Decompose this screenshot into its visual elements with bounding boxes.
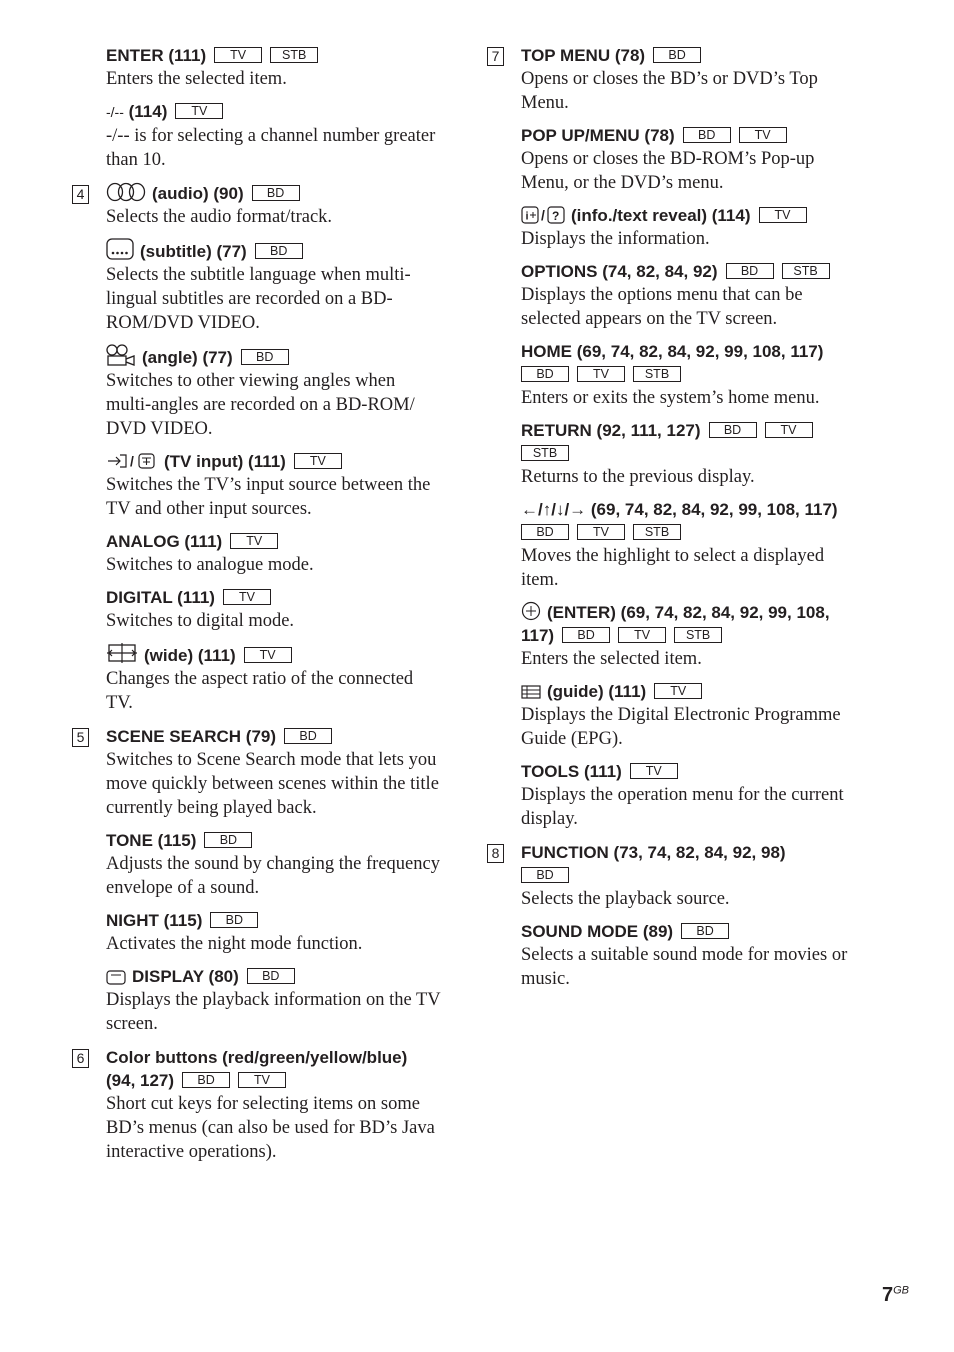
bd-badge: BD	[241, 349, 289, 365]
entry-description: Selects the playback source.	[521, 889, 730, 909]
entry-heading	[106, 344, 442, 369]
entry-heading	[521, 680, 859, 703]
entry-title: DIGITAL (111)	[106, 588, 215, 607]
entry-return-92-111-127	[521, 419, 859, 489]
bd-badge: BD	[681, 923, 729, 939]
tv-badge: TV	[230, 533, 278, 549]
entry-69-74-82-84-92-99-108-117	[521, 498, 859, 592]
section-number-box: 8	[487, 844, 504, 863]
entry-title: (ENTER) (69, 74, 82, 84, 92, 99, 108,	[547, 603, 830, 622]
entry-angle-77	[106, 344, 442, 441]
entry-color-buttons	[106, 1046, 442, 1164]
entry-description: Switches to other viewing angles when multi-angles are recorded on a BD-ROM/ DVD VIDEO.	[106, 371, 415, 439]
entry-wide-111	[106, 642, 442, 715]
entry-114	[106, 100, 442, 172]
entry-heading	[106, 642, 442, 667]
enter-icon	[521, 601, 541, 621]
entry-title: Color buttons (red/green/yellow/blue)	[106, 1048, 408, 1067]
entry-title: (angle) (77)	[142, 348, 233, 367]
tv-badge: TV	[654, 683, 702, 699]
tv-input-icon	[106, 452, 158, 470]
entry-description: Returns to the previous display.	[521, 467, 755, 487]
page-number: $7^{GB}$	[881, 1284, 909, 1306]
entry-description: Selects the audio format/track.	[106, 207, 333, 227]
svg-text:?: ?	[552, 209, 560, 223]
bd-badge: BD	[204, 832, 252, 848]
tv-badge: TV	[214, 47, 262, 63]
info-icon	[521, 206, 565, 224]
entry-heading	[521, 419, 859, 465]
entry-title: TOP MENU (78)	[521, 46, 646, 65]
entry-title: POP UP/MENU (78)	[521, 126, 675, 145]
entry-title: SCENE SEARCH (79)	[106, 727, 277, 746]
stb-badge: STB	[782, 263, 830, 279]
entry-description: Opens or closes the BD-ROM’s Pop-up Menu, or the DVD’s menu.	[521, 149, 815, 193]
entry-description: Enters the selected item.	[521, 649, 702, 669]
entry-home-69-74-82-84-92-99-108-117	[521, 340, 859, 410]
entry-heading	[106, 1046, 442, 1092]
svg-text:/: /	[130, 453, 134, 469]
bd-badge: BD	[210, 912, 258, 928]
entry-title: SOUND MODE (89)	[521, 922, 674, 941]
entry-top-menu-78	[521, 44, 859, 115]
entry-enter-69-74-82-84-92-99-108	[521, 601, 859, 671]
entry-description: Switches the TV’s input source between the TV and other input sources.	[106, 475, 431, 519]
entry-enter-111	[106, 44, 442, 91]
audio-icon	[106, 182, 146, 202]
subtitle-icon	[106, 238, 134, 260]
section-4	[72, 182, 442, 715]
section-number-box: 5	[72, 728, 89, 747]
entry-title: OPTIONS (74, 82, 84, 92)	[521, 262, 718, 281]
entry-heading	[106, 182, 442, 205]
entry-tv-input-111	[106, 450, 442, 521]
section-number-box: 6	[72, 1049, 89, 1068]
entry-heading	[521, 760, 859, 783]
entry-description: Displays the playback information on the TV screen.	[106, 990, 441, 1034]
entry-info-text-reveal-114	[521, 204, 859, 251]
entry-heading	[106, 829, 442, 852]
section-7	[487, 44, 859, 831]
tv-badge: TV	[294, 453, 342, 469]
entry-options-74-82-84-92	[521, 260, 859, 331]
entry-description: Opens or closes the BD’s or DVD’s Top Menu.	[521, 69, 818, 113]
entry-heading	[106, 238, 442, 263]
stb-badge: STB	[521, 445, 569, 461]
entry-heading	[106, 725, 442, 748]
section-number-box: 7	[487, 47, 504, 66]
entry-sound-mode-89	[521, 920, 859, 991]
entry-guide-111	[521, 680, 859, 751]
stb-badge: STB	[633, 524, 681, 540]
entry-description: Selects the subtitle language when multi-lingual subtitles are recorded on a BD-ROM/DVD VIDEO.	[106, 265, 411, 333]
section-8	[487, 841, 859, 991]
entry-tools-111	[521, 760, 859, 831]
bd-badge: BD	[653, 47, 701, 63]
tv-badge: TV	[223, 589, 271, 605]
entry-heading	[521, 601, 859, 647]
entry-description: Displays the Digital Electronic Programme Guide (EPG).	[521, 705, 841, 749]
entry-heading	[521, 204, 859, 227]
entry-subtitle-77	[106, 238, 442, 335]
entry-heading	[106, 530, 442, 553]
entry-heading	[106, 100, 442, 124]
svg-text:i: i	[525, 210, 529, 223]
channel-prefix: -/--	[106, 104, 124, 120]
entry-title: HOME (69, 74, 82, 84, 92, 99, 108, 117)	[521, 342, 824, 361]
tv-badge: TV	[630, 763, 678, 779]
tv-badge: TV	[577, 366, 625, 382]
entry-description: Enters or exits the system’s home menu.	[521, 388, 820, 408]
entry-title-cont: 117)	[521, 626, 555, 645]
tv-badge: TV	[739, 127, 787, 143]
entry-description: Switches to analogue mode.	[106, 555, 314, 575]
entry-function-73-74-82-84-92-98	[521, 841, 859, 911]
entry-heading	[106, 44, 442, 67]
entry-title: RETURN (92, 111, 127)	[521, 421, 701, 440]
stb-badge: STB	[674, 627, 722, 643]
right-column	[487, 44, 859, 1001]
tv-badge: TV	[618, 627, 666, 643]
entry-title: (subtitle) (77)	[140, 242, 247, 261]
entry-description: Short cut keys for selecting items on some BD’s menus (can also be used for BD’s Java interactive operations).	[106, 1094, 435, 1162]
entry-heading	[106, 965, 442, 988]
entry-heading	[521, 340, 859, 386]
entry-description: Displays the operation menu for the current display.	[521, 785, 844, 829]
bd-badge: BD	[284, 728, 332, 744]
entry-description: Displays the options menu that can be selected appears on the TV screen.	[521, 285, 803, 329]
entry-audio-90	[106, 182, 442, 229]
tv-badge: TV	[765, 422, 813, 438]
entry-title: (info./text reveal) (114)	[571, 206, 751, 225]
entry-description: Changes the aspect ratio of the connected TV.	[106, 669, 414, 713]
entry-heading	[106, 586, 442, 609]
entry-display-80	[106, 965, 442, 1036]
bd-badge: BD	[255, 243, 303, 259]
entry-heading	[106, 450, 442, 473]
entry-digital-111	[106, 586, 442, 633]
entry-description: -/-- is for selecting a channel number greater than 10.	[106, 126, 436, 170]
entry-title: TONE (115)	[106, 831, 197, 850]
entry-heading	[521, 498, 859, 544]
entry-description: Adjusts the sound by changing the frequency envelope of a sound.	[106, 854, 440, 898]
entry-title: (wide) (111)	[144, 646, 236, 665]
entry-title: DISPLAY (80)	[132, 967, 239, 986]
tv-badge: TV	[759, 207, 807, 223]
section-3-continued	[72, 44, 442, 172]
entry-title: TOOLS (111)	[521, 762, 622, 781]
entry-title: ANALOG (111)	[106, 532, 223, 551]
tv-badge: TV	[238, 1072, 286, 1088]
section-number-box: 4	[72, 185, 89, 204]
entry-heading	[521, 841, 859, 887]
entry-title: (guide) (111)	[547, 682, 647, 701]
entry-description: Activates the night mode function.	[106, 934, 363, 954]
wide-icon	[106, 642, 138, 664]
entry-tone-115	[106, 829, 442, 900]
bd-badge: BD	[726, 263, 774, 279]
entry-description: Switches to Scene Search mode that lets you move quickly between scenes within the title currently being played back.	[106, 750, 439, 818]
entry-title: (TV input) (111)	[164, 452, 286, 471]
entry-heading	[521, 920, 859, 943]
tv-badge: TV	[175, 103, 223, 119]
stb-badge: STB	[633, 366, 681, 382]
entry-title: ←/↑/↓/→ (69, 74, 82, 84, 92, 99, 108, 117)	[521, 500, 838, 519]
guide-icon	[521, 684, 541, 700]
section-5	[72, 725, 442, 1036]
tv-badge: TV	[577, 524, 625, 540]
entry-description: Switches to digital mode.	[106, 611, 295, 631]
entry-analog-111	[106, 530, 442, 577]
stb-badge: STB	[270, 47, 318, 63]
entry-heading	[521, 124, 859, 147]
entry-description: Moves the highlight to select a displayed item.	[521, 546, 825, 590]
bd-badge: BD	[252, 185, 300, 201]
bd-badge: BD	[182, 1072, 230, 1088]
entry-heading	[521, 260, 859, 283]
entry-pop-up-menu-78	[521, 124, 859, 195]
entry-scene-search-79	[106, 725, 442, 820]
bd-badge: BD	[562, 627, 610, 643]
entry-title: (114)	[128, 102, 168, 121]
entry-night-115	[106, 909, 442, 956]
entry-description: Enters the selected item.	[106, 69, 287, 89]
left-column	[72, 44, 442, 1174]
entry-heading	[521, 44, 859, 67]
tv-badge: TV	[244, 647, 292, 663]
entry-heading	[106, 909, 442, 932]
bd-badge: BD	[521, 867, 569, 883]
entry-title: FUNCTION (73, 74, 82, 84, 92, 98)	[521, 843, 786, 862]
display-icon	[106, 969, 126, 985]
entry-title: ENTER (111)	[106, 46, 207, 65]
bd-badge: BD	[247, 968, 295, 984]
angle-icon	[106, 344, 136, 366]
bd-badge: BD	[521, 524, 569, 540]
entry-description: Displays the information.	[521, 229, 710, 249]
bd-badge: BD	[521, 366, 569, 382]
entry-description: Selects a suitable sound mode for movies or music.	[521, 945, 848, 989]
entry-title-cont: (94, 127)	[106, 1071, 175, 1090]
entry-title: NIGHT (115)	[106, 911, 203, 930]
bd-badge: BD	[683, 127, 731, 143]
svg-text:/: /	[541, 207, 545, 223]
bd-badge: BD	[709, 422, 757, 438]
section-6	[72, 1046, 442, 1164]
entry-title: (audio) (90)	[152, 184, 244, 203]
